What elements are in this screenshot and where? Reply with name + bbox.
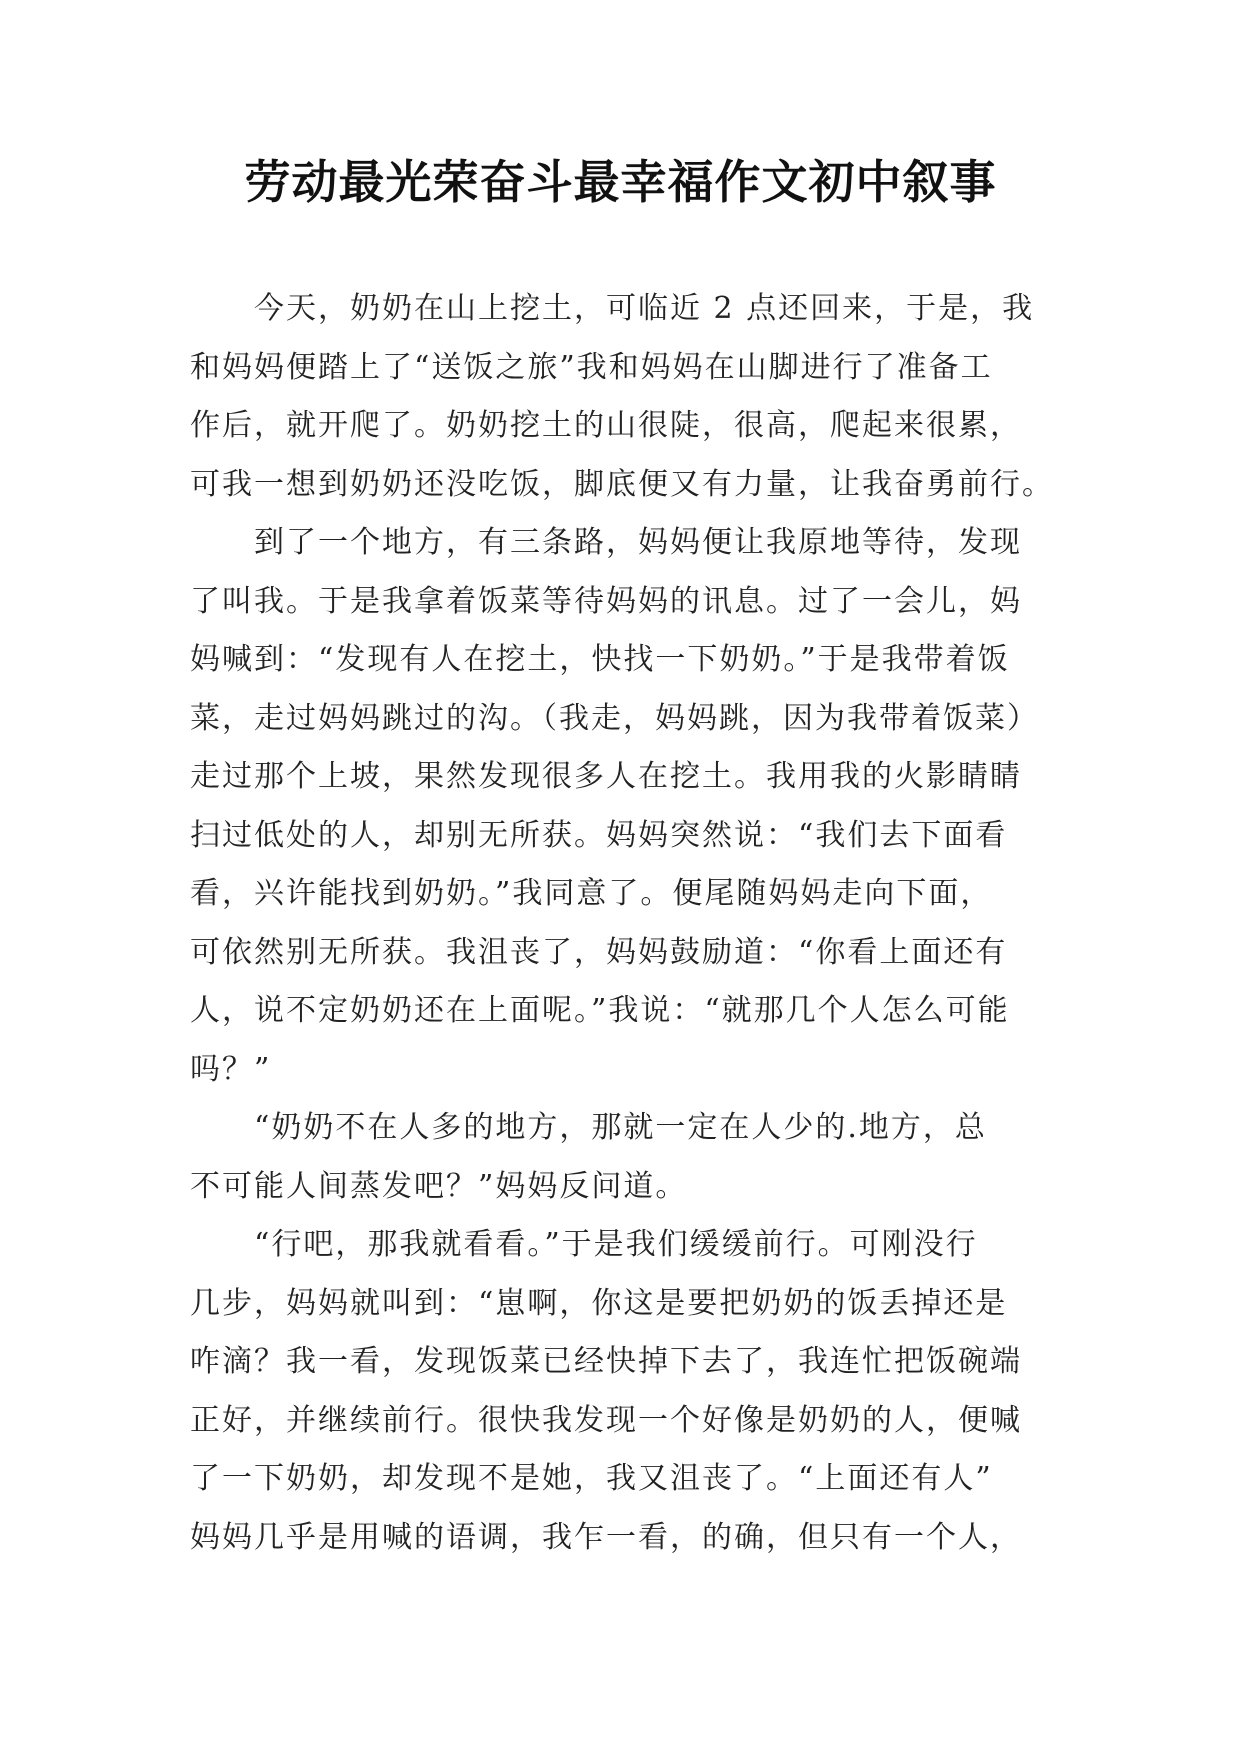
document-body xyxy=(190,280,1052,1567)
text-line: 可依然别无所获。我沮丧了，妈妈鼓励道：“你看上面还有 xyxy=(190,934,1008,970)
text-line: 走过那个上坡，果然发现很多人在挖土。我用我的火影睛睛 xyxy=(190,759,1022,794)
text-line: 和妈妈便踏上了“送饭之旅”我和妈妈在山脚进行了准备工 xyxy=(190,349,993,385)
text-line: 不可能人间蒸发吧？”妈妈反问道。 xyxy=(190,1168,688,1204)
text-line: 了叫我。于是我拿着饭菜等待妈妈的讯息。过了一会儿，妈 xyxy=(190,583,1022,619)
text-line: “行吧，那我就看看。”于是我们缓缓前行。可刚没行 xyxy=(254,1227,978,1262)
paragraph-3 xyxy=(190,1099,1052,1216)
text-line: 妈妈几乎是用喊的语调，我乍一看，的确，但只有一个人， xyxy=(190,1519,1022,1555)
text-line: 吗？” xyxy=(190,1051,272,1087)
paragraph-1 xyxy=(190,280,1052,514)
text-line: 扫过低处的人，却别无所获。妈妈突然说：“我们去下面看 xyxy=(190,817,1008,853)
text-line: 妈喊到：“发现有人在挖土，快找一下奶奶。”于是我带着饭 xyxy=(190,642,1010,677)
text-line: 了一下奶奶，却发现不是她，我又沮丧了。“上面还有人” xyxy=(190,1461,993,1496)
text-line: 人，说不定奶奶还在上面呢。”我说：“就那几个人怎么可能 xyxy=(190,993,1010,1028)
text-line: 几步，妈妈就叫到：“崽啊，你这是要把奶奶的饭丢掉还是 xyxy=(190,1285,1008,1321)
text-line: 看，兴许能找到奶奶。”我同意了。便尾随妈妈走向下面， xyxy=(190,876,993,911)
document-title: 劳动最光荣奋斗最幸福作文初中叙事 xyxy=(244,155,997,209)
text-line: 今天，奶奶在山上挖土，可临近 2 点还回来，于是，我 xyxy=(254,291,1035,326)
text-line: “奶奶不在人多的地方，那就一定在人少的.地方，总 xyxy=(254,1110,987,1145)
text-line: 咋滴？我一看，发现饭菜已经快掉下去了，我连忙把饭碗端 xyxy=(190,1344,1022,1379)
paragraph-2 xyxy=(190,514,1052,1099)
text-line: 作后，就开爬了。奶奶挖土的山很陡，很高，爬起来很累， xyxy=(190,408,1022,443)
text-line: 可我一想到奶奶还没吃饭，脚底便又有力量，让我奋勇前行。 xyxy=(190,466,1054,502)
text-line: 到了一个地方，有三条路，妈妈便让我原地等待，发现 xyxy=(254,525,1022,560)
text-line: 菜，走过妈妈跳过的沟。（我走，妈妈跳，因为我带着饭菜） xyxy=(190,700,1039,736)
paragraph-4 xyxy=(190,1216,1052,1567)
text-line: 正好，并继续前行。很快我发现一个好像是奶奶的人，便喊 xyxy=(190,1402,1022,1438)
